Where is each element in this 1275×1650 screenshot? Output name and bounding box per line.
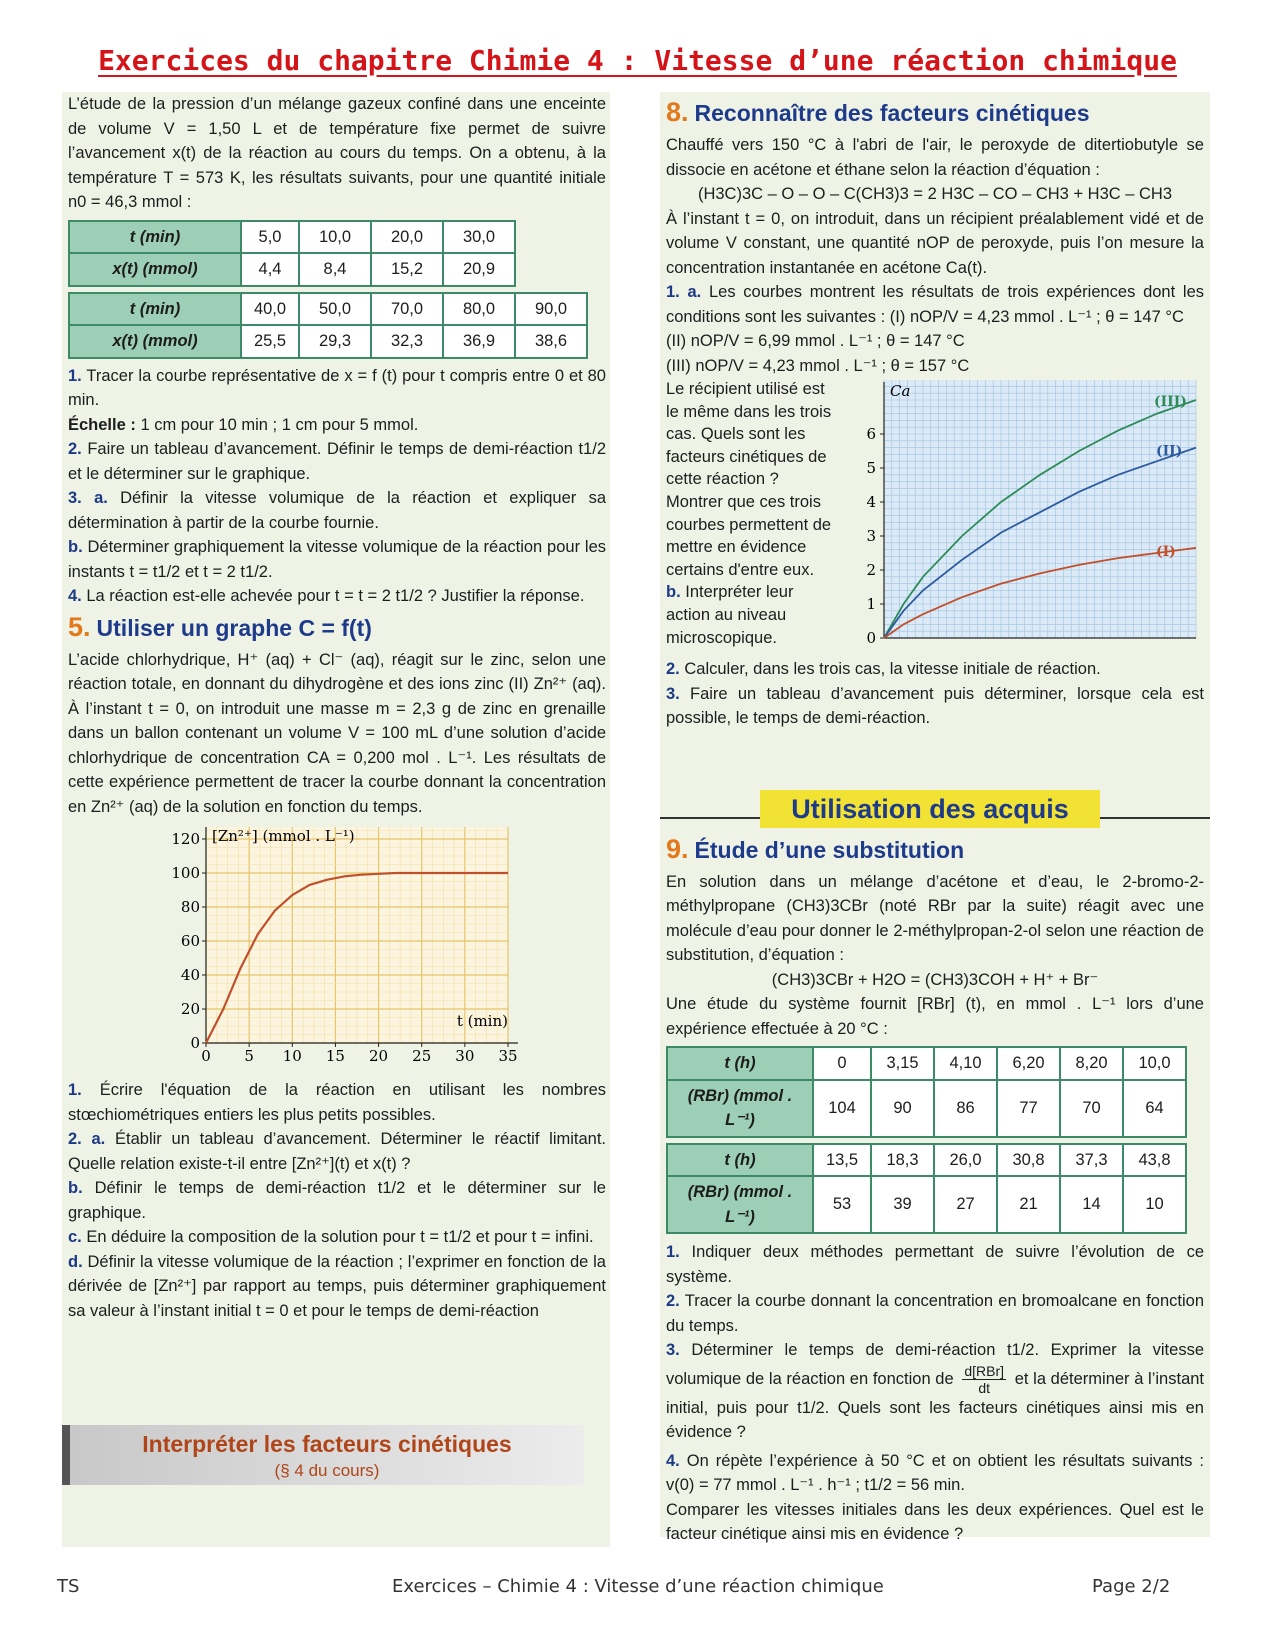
question-number: c. [68, 1228, 82, 1246]
question-number: 4. [68, 587, 82, 605]
x-tick-label: 30 [455, 1047, 475, 1065]
table-cell: 13,5 [813, 1144, 871, 1177]
question-number: 3. [666, 684, 680, 703]
table-cell: 3,15 [871, 1047, 934, 1080]
question-number: 1. a. [666, 283, 702, 301]
acquis-banner: Utilisation des acquis [760, 790, 1100, 828]
table-cell: 40,0 [241, 293, 299, 326]
question-text: Faire un tableau d’avancement. Définir le temps de demi-réaction t1/2 et le déterminer sur le graphique. [68, 440, 606, 483]
table-cell: 27 [934, 1176, 997, 1233]
ex9-equation: (CH3)3CBr + H2O = (CH3)3COH + H⁺ + Br⁻ [771, 970, 1099, 989]
y-axis-label: [Zn²⁺] (mmol . L⁻¹) [212, 827, 355, 845]
y-tick-label: 2 [866, 561, 876, 579]
question-number: b. [68, 1179, 83, 1197]
ex5-q2c [68, 1225, 606, 1250]
table-cell: 8,20 [1060, 1047, 1123, 1080]
ex9-q4 [666, 1449, 1204, 1498]
exercise-number: 5. [68, 611, 91, 642]
ex9-intro: En solution dans un mélange d’acétone et d’eau, le 2-bromo-2-méthylpropane (CH3)3CBr (noté RBr par la suite) réagit avec une molécule d’eau pour donner le 2-méthylpropan-2-ol selon une réaction de substitution, d’équation : [666, 872, 1204, 965]
table-cell: 70,0 [371, 293, 443, 326]
ex9-q3 [666, 1338, 1204, 1445]
footer-center: Exercices – Chimie 4 : Vitesse d’une réaction chimique [392, 1576, 884, 1597]
y-tick-label: 40 [180, 966, 200, 984]
question-number: 2. [68, 440, 82, 458]
question-number: 3. [666, 1341, 680, 1360]
ex9-intro2: Une étude du système fournit [RBr] (t), en mmol . L⁻¹ lors d’une expérience effectuée à 20 °C : [666, 995, 1204, 1038]
question-text: Calculer, dans les trois cas, la vitesse initiale de réaction. [684, 660, 1101, 679]
question-number: b. [68, 538, 83, 556]
series-label: (II) [1156, 443, 1183, 460]
ex8-chart-row [666, 378, 1204, 649]
question-text: Déterminer graphiquement la vitesse volumique de la réaction pour les instants t = t1/2 et t = 2 t1/2. [68, 538, 606, 581]
question-number: 3. a. [68, 489, 108, 507]
ex4-table-2 [68, 292, 588, 359]
table-cell: 90 [871, 1080, 934, 1137]
ex9-q4b: Comparer les vitesses initiales dans les deux expériences. Quel est le facteur cinétique ainsi mis en évidence ? [666, 1500, 1204, 1544]
x-tick-label: 10 [282, 1047, 302, 1065]
y-tick-label: 1 [866, 595, 876, 613]
table-cell: 18,3 [871, 1144, 934, 1177]
ex4-q3b [68, 535, 606, 584]
table-cell: 10,0 [299, 221, 371, 254]
x-tick-label: 15 [325, 1047, 345, 1065]
zn-concentration-chart [68, 825, 606, 1070]
table-header: t (h) [667, 1047, 813, 1080]
exercise-title: Utiliser un graphe C = f(t) [96, 614, 372, 641]
banner-subtitle: (§ 4 du cours) [274, 1461, 380, 1480]
table-cell: 39 [871, 1176, 934, 1233]
table-cell: 14 [1060, 1176, 1123, 1233]
question-text: Tracer la courbe donnant la concentration en bromoalcane en fonction du temps. [666, 1292, 1204, 1335]
x-tick-label: 20 [369, 1047, 389, 1065]
ex8-side-text-block [666, 378, 836, 649]
ex4-q1 [68, 364, 606, 413]
table-cell: 10,0 [1123, 1047, 1186, 1080]
x-tick-label: 25 [412, 1047, 432, 1065]
ex8-q1a [666, 280, 1204, 329]
table-cell: 26,0 [934, 1144, 997, 1177]
question-number: d. [68, 1252, 83, 1271]
table-header: x(t) (mmol) [69, 253, 241, 286]
banner-title: Interpréter les facteurs cinétiques [142, 1431, 512, 1457]
table-cell: 80,0 [443, 293, 515, 326]
fraction-numerator: d[RBr] [964, 1362, 1005, 1379]
table-cell: 90,0 [515, 293, 587, 326]
question-text: Tracer la courbe représentative de x = f (t) pour t compris entre 0 et 80 min. [68, 366, 606, 409]
question-number: b. [666, 583, 681, 602]
question-text: Définir la vitesse volumique de la réaction ; l’exprimer en fonction de la dérivée de [Zn²⁺] par rapport au temps, puis déterminer graphiquement sa valeur à l’instant initial t = 0 et pour le temps de demi-réaction [68, 1252, 606, 1320]
table-cell: 38,6 [515, 325, 587, 358]
table-cell: 30,0 [443, 221, 515, 254]
ex5-title [68, 611, 606, 644]
y-tick-label: 0 [866, 629, 876, 643]
table-cell: 43,8 [1123, 1144, 1186, 1177]
ex9-q1 [666, 1240, 1204, 1289]
zn-chart-svg [68, 825, 608, 1070]
ex8-equation: (H3C)3C – O – O – C(CH3)3 = 2 H3C – CO – CH3 + H3C – CH3 [697, 185, 1173, 203]
footer-right: Page 2/2 [1092, 1576, 1171, 1597]
ex9-table-2 [666, 1143, 1187, 1235]
ex8-q2 [666, 657, 1204, 682]
question-text: Définir le temps de demi-réaction t1/2 et le déterminer sur le graphique. [68, 1179, 606, 1222]
ex5-q2d [68, 1250, 606, 1324]
table-cell: 53 [813, 1176, 871, 1233]
y-tick-label: 120 [171, 830, 200, 848]
table-cell: 8,4 [299, 253, 371, 286]
y-axis-label: Ca [890, 382, 911, 400]
question-number: 2. [666, 1292, 680, 1311]
ex8-condition-2: (II) nOP/V = 6,99 mmol . L⁻¹ ; θ = 147 °C [666, 332, 965, 350]
ex9-title [666, 833, 1204, 866]
table-cell: 37,3 [1060, 1144, 1123, 1177]
acquis-banner-row [660, 790, 1210, 830]
question-number: 1. [666, 1243, 680, 1262]
table-cell: 15,2 [371, 253, 443, 286]
ex4-q4 [68, 584, 606, 609]
x-tick-label: 5 [244, 1047, 254, 1065]
exercise-number: 8. [666, 97, 689, 127]
table-cell: 20,9 [443, 253, 515, 286]
ex8-intro: Chauffé vers 150 °C à l'abri de l'air, le peroxyde de ditertiobutyle se dissocie en acétone et éthane selon la réaction d’équation : [666, 136, 1204, 179]
question-text: Établir un tableau d’avancement. Déterminer le réactif limitant. Quelle relation existe-t-il entre [Zn²⁺](t) et x(t) ? [68, 1130, 606, 1173]
ex5-q1 [68, 1078, 606, 1127]
section-banner-kinetic-factors [62, 1425, 584, 1485]
left-column [62, 92, 610, 1547]
y-tick-label: 100 [171, 864, 200, 882]
exercise-title: Reconnaître des facteurs cinétiques [694, 100, 1090, 126]
ex8-intro2: À l’instant t = 0, on introduit, dans un récipient préalablement vidé et de volume V constant, une quantité nOP de peroxyde, puis l’on mesure la concentration instantanée en acétone Ca(t). [666, 209, 1204, 277]
question-text: Faire un tableau d’avancement puis déterminer, lorsque cela est possible, le temps de demi-réaction. [666, 684, 1204, 728]
table-cell: 104 [813, 1080, 871, 1137]
question-number: 1. [68, 1081, 82, 1099]
ex4-q2 [68, 437, 606, 486]
question-text: En déduire la composition de la solution pour t = t1/2 et pour t = infini. [86, 1228, 594, 1246]
scale-text: 1 cm pour 10 min ; 1 cm pour 5 mmol. [140, 415, 419, 434]
question-text: On répète l’expérience à 50 °C et on obtient les résultats suivants : v(0) = 77 mmol . L⁻¹ . h⁻¹ ; t1/2 = 56 min. [666, 1451, 1204, 1495]
table-cell: 70 [1060, 1080, 1123, 1137]
table-header: t (h) [667, 1144, 813, 1177]
question-number: 4. [666, 1451, 680, 1470]
ex4-q3a [68, 486, 606, 535]
y-tick-label: 80 [180, 898, 200, 916]
fraction [962, 1363, 1006, 1396]
table-cell: 21 [997, 1176, 1060, 1233]
exercise-number: 9. [666, 833, 689, 864]
question-text: Indiquer deux méthodes permettant de suivre l’évolution de ce système. [666, 1243, 1204, 1286]
table-cell: 30,8 [997, 1144, 1060, 1177]
question-text: Définir la vitesse volumique de la réaction et expliquer sa détermination à partir de la courbe fournie. [68, 489, 606, 532]
ex5-q2b [68, 1176, 606, 1225]
series-label: (I) [1156, 543, 1176, 560]
table-cell: 10 [1123, 1176, 1186, 1233]
table-cell: 77 [997, 1080, 1060, 1137]
page-title: Exercices du chapitre Chimie 4 : Vitesse d’une réaction chimique [98, 44, 1177, 77]
question-text: Écrire l'équation de la réaction en utilisant les nombres stœchiométriques entiers les plus petits possibles. [68, 1081, 606, 1124]
table-header: t (min) [69, 221, 241, 254]
ex9-table-1 [666, 1046, 1187, 1138]
table-cell: 0 [813, 1047, 871, 1080]
x-tick-label: 35 [498, 1047, 518, 1065]
question-text: La réaction est-elle achevée pour t = t = 2 t1/2 ? Justifier la réponse. [86, 587, 585, 605]
question-number: 2. a. [68, 1130, 106, 1148]
table-cell: 86 [934, 1080, 997, 1137]
ex5-q2a [68, 1127, 606, 1176]
question-text: Interpréter leur action au niveau microscopique. [666, 583, 794, 647]
question-number: 1. [68, 366, 82, 385]
ex4-scale [68, 413, 606, 438]
y-tick-label: 4 [866, 493, 876, 511]
y-tick-label: 60 [180, 932, 200, 950]
y-tick-label: 0 [190, 1034, 200, 1052]
scale-label: Échelle : [68, 415, 136, 434]
question-number: 2. [666, 660, 680, 679]
ex8-q1b [666, 581, 836, 649]
table-cell: 25,5 [241, 325, 299, 358]
table-cell: 4,10 [934, 1047, 997, 1080]
question-text: Déterminer le temps de demi-réaction t1/2. Exprimer la vitesse volumique de la réaction en fonction de [666, 1341, 1204, 1388]
table-cell: 4,4 [241, 253, 299, 286]
ex8-condition-3: (III) nOP/V = 4,23 mmol . L⁻¹ ; θ = 157 °C [666, 356, 970, 375]
table-cell: 6,20 [997, 1047, 1060, 1080]
table-cell: 64 [1123, 1080, 1186, 1137]
exercise-title: Étude d’une substitution [694, 836, 965, 863]
ex9-q2 [666, 1289, 1204, 1338]
table-header: t (min) [69, 293, 241, 326]
table-cell: 5,0 [241, 221, 299, 254]
table-cell: 50,0 [299, 293, 371, 326]
question-text: Les courbes montrent les résultats de trois expériences dont les conditions sont les suivantes : (I) nOP/V = 4,23 mmol . L⁻¹ ; θ = 147 °C [666, 283, 1204, 326]
y-tick-label: 20 [180, 1000, 200, 1018]
x-axis-label: t (min) [456, 1012, 508, 1030]
table-cell: 36,9 [443, 325, 515, 358]
table-cell: 29,3 [299, 325, 371, 358]
y-tick-label: 3 [866, 527, 876, 545]
table-header: (RBr) (mmol . L⁻¹) [667, 1176, 813, 1233]
ex8-side-text: Le récipient utilisé est le même dans les trois cas. Quels sont les facteurs cinétiques de cette réaction ? Montrer que ces trois courbes permettent de mettre en évidence certains d'entre eux. [666, 380, 832, 579]
ex8-title [666, 96, 1204, 129]
table-cell: 32,3 [371, 325, 443, 358]
ex5-intro: L’acide chlorhydrique, H⁺ (aq) + Cl⁻ (aq), réagit sur le zinc, selon une réaction totale, en donnant du dihydrogène et des ions zinc (II) Zn²⁺ (aq). À l’instant t = 0, on introduit une masse m = 2,3 g de zinc en grenaille dans un ballon contenant un volume V = 100 mL d’une solution d’acide chlorhydrique de concentration CA = 0,200 mol . L⁻¹. Les résultats de cette expérience permettent de tracer la courbe donnant la concentration en Zn²⁺ (aq) de la solution en fonction du temps. [68, 650, 606, 816]
table-cell: 20,0 [371, 221, 443, 254]
series-label: (III) [1154, 394, 1187, 410]
ex8-q3 [666, 682, 1204, 731]
ex4-table-1 [68, 220, 516, 287]
question-text: et la déterminer à l’instant initial, puis pour t1/2. Quels sont les facteurs cinétiques ainsi mis en évidence ? [666, 1369, 1205, 1442]
table-header: x(t) (mmol) [69, 325, 241, 358]
y-tick-label: 5 [866, 459, 876, 477]
fraction-denominator: dt [978, 1379, 991, 1396]
ex4-intro: L’étude de la pression d’un mélange gazeux confiné dans une enceinte de volume V = 1,50 L et de température fixe permet de suivre l’avancement x(t) de la réaction au cours du temps. On a obtenu, à la température T = 573 K, les résultats suivants, pour une quantité initiale n0 = 46,3 mmol : [68, 95, 606, 211]
acetone-concentration-chart [846, 378, 1201, 643]
footer-left: TS [57, 1576, 80, 1597]
y-tick-label: 6 [866, 425, 876, 443]
table-header: (RBr) (mmol . L⁻¹) [667, 1080, 813, 1137]
x-tick-label: 0 [201, 1047, 211, 1065]
